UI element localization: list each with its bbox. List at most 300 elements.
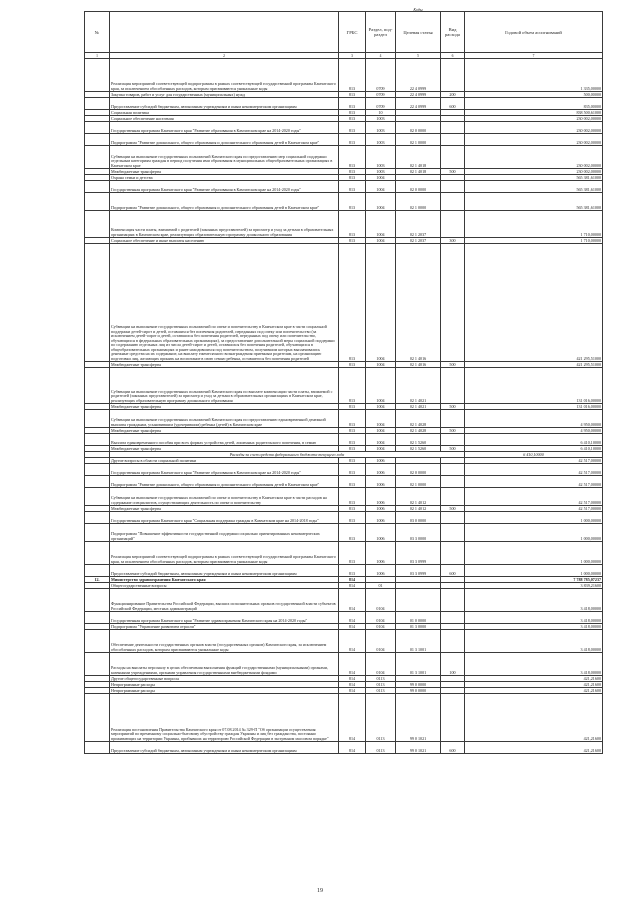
- column-number: 3: [339, 53, 366, 59]
- row-name: Государственная программа Камчатского края "Развитие образования в Камчатском крае на 2014-2020 годы": [110, 464, 339, 476]
- row-amount: 230 002,00000: [465, 116, 603, 122]
- row-expense-type: [441, 181, 465, 193]
- row-expense-type: 100: [441, 653, 465, 676]
- row-name: Межбюджетные трансферты: [110, 446, 339, 452]
- row-section-code: 1003: [366, 146, 396, 169]
- row-name: Государственная программа Камчатского края "Развитие образования в Камчатском крае на 2014-2020 годы": [110, 181, 339, 193]
- row-name: Министерство здравоохранения Камчатского края: [110, 577, 339, 583]
- row-target-article: 02 1 5260: [396, 446, 441, 452]
- row-target-article: 03 0 0000: [396, 512, 441, 524]
- row-name: Межбюджетные трансферты: [110, 362, 339, 368]
- table-row: [85, 368, 603, 404]
- row-expense-type: [441, 630, 465, 653]
- row-grbs-code: 813: [339, 362, 366, 368]
- row-amount: 3 418,00000: [465, 653, 603, 676]
- row-target-article: 02 1 4016: [396, 244, 441, 362]
- row-section-code: 10: [366, 110, 396, 116]
- row-name: Охрана семьи и детства: [110, 175, 339, 181]
- row-number: [85, 488, 110, 506]
- row-number: [85, 542, 110, 565]
- row-amount: 1 000,00000: [465, 512, 603, 524]
- row-name: Межбюджетные трансферты: [110, 506, 339, 512]
- row-target-article: 02 1 4021: [396, 404, 441, 410]
- row-name: Социальное обеспечение населения: [110, 116, 339, 122]
- row-number: [85, 434, 110, 446]
- row-expense-type: [441, 368, 465, 404]
- row-name: Предоставление субсидий бюджетным, автономным учреждениям и иным некоммерческим организациям: [110, 742, 339, 754]
- row-amount: 3 418,00000: [465, 630, 603, 653]
- row-grbs-code: 813: [339, 410, 366, 428]
- table-row: [85, 742, 603, 754]
- row-amount: 1 710,00000: [465, 211, 603, 238]
- row-grbs-code: 813: [339, 211, 366, 238]
- table-row: [85, 98, 603, 110]
- row-target-article: 02 1 0000: [396, 193, 441, 211]
- row-expense-type: [441, 589, 465, 612]
- row-section-code: 1004: [366, 193, 396, 211]
- row-name: Субвенции на выполнение государственных полномочий Камчатского края по предоставлению мер социальной поддержки отдельным категориям граждан в период получения ими образования в муниципальных общеобразовательных организациях в Камчатском крае: [110, 146, 339, 169]
- row-amount: 835,00000: [465, 98, 603, 110]
- row-expense-type: [441, 59, 465, 92]
- row-section-code: 1006: [366, 476, 396, 488]
- row-target-article: 02 1 0000: [396, 134, 441, 146]
- row-section-code: 1004: [366, 446, 396, 452]
- row-target-article: 99 0 1021: [396, 694, 441, 742]
- row-grbs-code: 813: [339, 434, 366, 446]
- table-row: [85, 694, 603, 742]
- row-grbs-code: 814: [339, 676, 366, 682]
- row-expense-type: 500: [441, 404, 465, 410]
- table-row: [85, 434, 603, 446]
- row-grbs-code: 813: [339, 404, 366, 410]
- row-target-article: 02 1 5260: [396, 434, 441, 446]
- row-target-article: 02 1 4028: [396, 410, 441, 428]
- row-target-article: 02 1 4018: [396, 169, 441, 175]
- row-target-article: 02 1 4016: [396, 362, 441, 368]
- row-name: Непрограммные расходы: [110, 682, 339, 688]
- column-number: 5: [396, 53, 441, 59]
- row-expense-type: [441, 146, 465, 169]
- row-grbs-code: 813: [339, 428, 366, 434]
- row-grbs-code: 813: [339, 193, 366, 211]
- column-header-razd: Раздел, под-раздел: [366, 12, 396, 53]
- row-target-article: 01 3 1001: [396, 630, 441, 653]
- row-expense-type: 600: [441, 565, 465, 577]
- row-number: [85, 653, 110, 676]
- row-name: Подпрограмма "Повышение эффективности государственной поддержки социально ориентированных некоммерческих организаций": [110, 524, 339, 542]
- row-grbs-code: 813: [339, 524, 366, 542]
- row-section-code: 0113: [366, 676, 396, 682]
- row-target-article: 01 3 1001: [396, 653, 441, 676]
- row-number: [85, 476, 110, 488]
- row-number: [85, 59, 110, 92]
- row-section-code: 0104: [366, 653, 396, 676]
- table-row: [85, 193, 603, 211]
- row-amount: 565 381,61000: [465, 193, 603, 211]
- row-name: Межбюджетные трансферты: [110, 169, 339, 175]
- row-target-article: 99 0 0000: [396, 682, 441, 688]
- table-row: [85, 410, 603, 428]
- row-target-article: 02 1 2037: [396, 238, 441, 244]
- column-number: 1: [85, 53, 110, 59]
- row-grbs-code: 813: [339, 565, 366, 577]
- row-section-code: 1004: [366, 428, 396, 434]
- row-target-article: 03 3 0999: [396, 565, 441, 577]
- table-row: [85, 512, 603, 524]
- table-row: [85, 653, 603, 676]
- row-name: Обеспечение деятельности государственных органов власти (государственных органов) Камчатского края, за исключением обособленных расходов, которым присваиваются уникальные коды: [110, 630, 339, 653]
- row-section-code: 1003: [366, 116, 396, 122]
- row-section-code: 1004: [366, 362, 396, 368]
- row-number: [85, 193, 110, 211]
- row-section-code: 1006: [366, 458, 396, 464]
- row-amount: 42 517,00000: [465, 488, 603, 506]
- column-header-no: №: [85, 12, 110, 53]
- row-target-article: 02 1 0000: [396, 476, 441, 488]
- row-name: Другие общегосударственные вопросы: [110, 676, 339, 682]
- row-name: Государственная программа Камчатского края "Социальная поддержка граждан в Камчатском крае на 2014-2018 годы": [110, 512, 339, 524]
- row-section-code: 1006: [366, 512, 396, 524]
- row-name: Социальная политика: [110, 110, 339, 116]
- table-row: [85, 542, 603, 565]
- row-name: Подпрограмма "Развитие дошкольного, общего образования и дополнительного образования детей в Камчатском крае": [110, 476, 339, 488]
- row-number: 12.: [85, 577, 110, 583]
- row-target-article: 03 3 0000: [396, 524, 441, 542]
- row-section-code: 1004: [366, 211, 396, 238]
- row-name: Реализация мероприятий соответствующей подпрограммы в рамках соответствующей государственной программы Камчатского края, за исключением обособленных расходов, которым присваиваются уникальные коды: [110, 59, 339, 92]
- row-target-article: 99 0 1021: [396, 742, 441, 754]
- row-name: Субвенции на выполнение государственных полномочий по опеке и попечительству в Камчатском крае в части социальной поддержки детей-сирот и детей, оставшихся без попечения родителей, переданных под опеку или попечительство (за исключением детей-сирот и детей, оставшихся без попечения родителей, переданных под опеку или попечительство, обучающихся в федеральных образовательных организациях), за предоставление дополнительной меры социальной поддержки по содержанию отдельных лиц из числа детей-сирот и детей, оставшихся без попечения родителей, обучающихся в общеобразовательных организациях и ранее находившихся под попечительством, получившим которых выплачивались денежные средства на их содержание, на выплату ежемесячного вознаграждения приемным родителям, на организацию подготовки лиц, желающих принять на воспитание в свою семью ребенка, оставшегося без попечения родителей: [110, 244, 339, 362]
- row-grbs-code: 814: [339, 612, 366, 624]
- column-number: 2: [110, 53, 339, 59]
- row-name: Расходы за счет средств федерального бюджета текущего года: [110, 452, 465, 458]
- row-expense-type: [441, 512, 465, 524]
- row-section-code: 1006: [366, 542, 396, 565]
- row-section-code: 0113: [366, 742, 396, 754]
- row-section-code: 1006: [366, 524, 396, 542]
- row-target-article: 02 1 4012: [396, 506, 441, 512]
- row-expense-type: [441, 488, 465, 506]
- row-target-article: 01 0 0000: [396, 612, 441, 624]
- row-amount: 230 002,00000: [465, 122, 603, 134]
- row-grbs-code: 813: [339, 92, 366, 98]
- row-amount: 6 410,10000: [465, 452, 603, 458]
- row-expense-type: 500: [441, 169, 465, 175]
- row-expense-type: 200: [441, 92, 465, 98]
- row-section-code: 01: [366, 583, 396, 589]
- row-grbs-code: 813: [339, 134, 366, 146]
- row-target-article: 01 3 0000: [396, 624, 441, 630]
- row-grbs-code: 813: [339, 169, 366, 175]
- row-amount: 42 517,00000: [465, 464, 603, 476]
- column-header-name: [110, 12, 339, 53]
- row-number: [85, 134, 110, 146]
- row-amount: 838 500,61000: [465, 110, 603, 116]
- row-amount: 421,21600: [465, 676, 603, 682]
- row-number: [85, 512, 110, 524]
- table-row: [85, 134, 603, 146]
- table-header-row: [85, 12, 603, 53]
- row-section-code: 1004: [366, 181, 396, 193]
- row-grbs-code: 813: [339, 146, 366, 169]
- row-grbs-code: 813: [339, 542, 366, 565]
- row-amount: 421,21600: [465, 682, 603, 688]
- row-amount: 421,21600: [465, 742, 603, 754]
- row-amount: 131 016,00000: [465, 404, 603, 410]
- row-expense-type: [441, 134, 465, 146]
- row-grbs-code: 813: [339, 244, 366, 362]
- row-number: [85, 146, 110, 169]
- row-section-code: 1004: [366, 175, 396, 181]
- row-section-code: 1004: [366, 404, 396, 410]
- row-grbs-code: 813: [339, 110, 366, 116]
- row-amount: 42 517,00000: [465, 476, 603, 488]
- row-grbs-code: 813: [339, 458, 366, 464]
- row-section-code: 0104: [366, 612, 396, 624]
- row-section-code: 0113: [366, 682, 396, 688]
- row-grbs-code: 813: [339, 59, 366, 92]
- row-name: Реализация постановления Правительства Камчатского края от 07.08.2014 № 329-П "Об организации осуществления мероприятий по временному социально-бытовому обустройству граждан Украины и лиц без гражданства, постоянно проживающих на территории Украины, прибывших на территорию Российской Федерации в экстренном массовом порядке": [110, 694, 339, 742]
- table-row: [85, 244, 603, 362]
- row-number: [85, 98, 110, 110]
- row-amount: 1 000,00000: [465, 565, 603, 577]
- row-amount: 3 839,21600: [465, 583, 603, 589]
- row-section-code: 1004: [366, 238, 396, 244]
- row-name: Предоставление субсидий бюджетным, автономным учреждениям и иным некоммерческим организациям: [110, 98, 339, 110]
- row-grbs-code: 813: [339, 368, 366, 404]
- row-number: [85, 244, 110, 362]
- row-grbs-code: 814: [339, 589, 366, 612]
- row-expense-type: [441, 524, 465, 542]
- row-amount: 3 418,00000: [465, 612, 603, 624]
- row-expense-type: [441, 464, 465, 476]
- table-row: [85, 488, 603, 506]
- column-number: 7: [465, 53, 603, 59]
- row-grbs-code: 813: [339, 98, 366, 110]
- row-section-code: 1006: [366, 488, 396, 506]
- row-name: Закупка товаров, работ и услуг для государственных (муниципальных) нужд: [110, 92, 339, 98]
- column-header-cs: Целевая статья: [396, 12, 441, 53]
- row-target-article: 22 4 0999: [396, 59, 441, 92]
- row-section-code: 0113: [366, 694, 396, 742]
- row-section-code: 1004: [366, 434, 396, 446]
- row-target-article: 02 1 4012: [396, 488, 441, 506]
- row-amount: 131 016,00000: [465, 368, 603, 404]
- table-row: [85, 146, 603, 169]
- row-amount: 421,21600: [465, 694, 603, 742]
- row-section-code: 1006: [366, 565, 396, 577]
- row-amount: 421,21600: [465, 688, 603, 694]
- row-target-article: 03 3 0999: [396, 542, 441, 565]
- row-name: Выплата единовременного пособия при всех формах устройства детей, лишенных родительского попечения, в семью: [110, 434, 339, 446]
- row-target-article: [396, 589, 441, 612]
- row-section-code: 1006: [366, 464, 396, 476]
- row-expense-type: [441, 612, 465, 624]
- row-expense-type: [441, 410, 465, 428]
- row-grbs-code: 814: [339, 742, 366, 754]
- row-section-code: 0104: [366, 630, 396, 653]
- row-target-article: 02 1 4018: [396, 146, 441, 169]
- row-amount: 4 950,00000: [465, 428, 603, 434]
- row-amount: 421 295,51000: [465, 362, 603, 368]
- row-number: [85, 122, 110, 134]
- row-number: [85, 630, 110, 653]
- row-target-article: 02 1 2037: [396, 211, 441, 238]
- row-amount: 230 002,00000: [465, 146, 603, 169]
- row-number: [85, 410, 110, 428]
- row-grbs-code: 813: [339, 512, 366, 524]
- codes-caption: Коды: [413, 7, 423, 12]
- table-row: [85, 589, 603, 612]
- row-grbs-code: 813: [339, 122, 366, 134]
- row-grbs-code: 813: [339, 488, 366, 506]
- row-name: Субвенции на выполнение государственных полномочий Камчатского края по выплате компенсации части платы, взимаемой с родителей (законных представителей) за присмотр и уход за детьми в образовательных организациях в Камчатском крае, реализующих образовательную программу дошкольного образования: [110, 368, 339, 404]
- row-name: Компенсация части платы, взимаемой с родителей (законных представителей) за присмотр и уход за детьми в образовательных организациях в Камчатском крае, реализующих образовательную программу дошкольного образования: [110, 211, 339, 238]
- row-grbs-code: 813: [339, 181, 366, 193]
- row-grbs-code: 813: [339, 116, 366, 122]
- row-name: Общегосударственные вопросы: [110, 583, 339, 589]
- row-expense-type: [441, 122, 465, 134]
- row-number: [85, 524, 110, 542]
- row-expense-type: [441, 434, 465, 446]
- row-name: Предоставление субсидий бюджетным, автономным учреждениям и иным некоммерческим организациям: [110, 565, 339, 577]
- row-section-code: 0113: [366, 688, 396, 694]
- page-number: 19: [317, 888, 323, 894]
- row-target-article: 22 4 0999: [396, 92, 441, 98]
- row-amount: 1 335,00000: [465, 59, 603, 92]
- row-name: Межбюджетные трансферты: [110, 428, 339, 434]
- row-grbs-code: 813: [339, 476, 366, 488]
- row-grbs-code: 814: [339, 630, 366, 653]
- row-target-article: 02 0 0000: [396, 464, 441, 476]
- row-expense-type: [441, 542, 465, 565]
- row-name: Государственная программа Камчатского края "Развитие образования в Камчатском крае на 2014-2020 годы": [110, 122, 339, 134]
- row-name: Расходы на выплаты персоналу в целях обеспечения выполнения функций государственными (муниципальными) органами, казенными учреждениями, органами управления государственными внебюджетными фондами: [110, 653, 339, 676]
- row-name: Государственная программа Камчатского края "Развитие здравоохранения Камчатского края на 2014-2020 годы": [110, 612, 339, 624]
- row-grbs-code: 813: [339, 175, 366, 181]
- budget-table: [84, 11, 603, 754]
- table-body: [85, 59, 603, 754]
- row-target-article: 02 1 4028: [396, 428, 441, 434]
- row-section-code: 1004: [366, 368, 396, 404]
- column-header-vr: Вид расхода: [441, 12, 465, 53]
- row-amount: 6 410,10000: [465, 434, 603, 446]
- table-row: [85, 59, 603, 92]
- table-row: [85, 122, 603, 134]
- row-number: [85, 612, 110, 624]
- row-section-code: 1004: [366, 410, 396, 428]
- table-row: [85, 476, 603, 488]
- row-name: Социальное обеспечение и иные выплаты населению: [110, 238, 339, 244]
- table-row: [85, 565, 603, 577]
- row-grbs-code: 814: [339, 682, 366, 688]
- row-expense-type: [441, 694, 465, 742]
- table-row: [85, 630, 603, 653]
- row-number: [85, 694, 110, 742]
- row-expense-type: [441, 244, 465, 362]
- row-section-code: 0104: [366, 589, 396, 612]
- row-amount: 230 002,00000: [465, 169, 603, 175]
- row-grbs-code: 813: [339, 506, 366, 512]
- row-amount: 6 410,10000: [465, 446, 603, 452]
- row-target-article: 99 0 0000: [396, 688, 441, 694]
- table-row: [85, 211, 603, 238]
- row-amount: 565 381,61000: [465, 181, 603, 193]
- row-section-code: 1003: [366, 134, 396, 146]
- column-header-sum: Годовой объем ассигнований: [465, 12, 603, 53]
- row-name: Подпрограмма "Развитие дошкольного, общего образования и дополнительного образования детей в Камчатском крае": [110, 193, 339, 211]
- row-grbs-code: 814: [339, 653, 366, 676]
- row-amount: 421 295,51000: [465, 244, 603, 362]
- row-amount: 42 517,00000: [465, 458, 603, 464]
- row-expense-type: 300: [441, 238, 465, 244]
- row-name: Субвенции на выполнение государственных полномочий по опеке и попечительству в Камчатском крае в части расходов на содержание специалистов, осуществляющих деятельность по опеке и попечительству: [110, 488, 339, 506]
- row-target-article: 22 4 0999: [396, 98, 441, 110]
- row-section-code: 0104: [366, 624, 396, 630]
- row-expense-type: 600: [441, 742, 465, 754]
- row-section-code: 0709: [366, 59, 396, 92]
- column-number: 4: [366, 53, 396, 59]
- row-grbs-code: 813: [339, 238, 366, 244]
- row-expense-type: [441, 211, 465, 238]
- row-expense-type: 600: [441, 98, 465, 110]
- row-expense-type: 500: [441, 446, 465, 452]
- row-amount: 1 000,00000: [465, 542, 603, 565]
- row-number: [85, 742, 110, 754]
- row-grbs-code: 814: [339, 694, 366, 742]
- row-amount: 42 517,00000: [465, 506, 603, 512]
- row-grbs-code: 814: [339, 583, 366, 589]
- row-grbs-code: 814: [339, 577, 366, 583]
- row-grbs-code: 813: [339, 446, 366, 452]
- row-amount: 4 950,00000: [465, 410, 603, 428]
- row-name: Реализация мероприятий соответствующей подпрограммы в рамках соответствующей государственной программы Камчатского края, за исключением обособленных расходов, которым присваиваются уникальные коды: [110, 542, 339, 565]
- row-section-code: 1003: [366, 122, 396, 134]
- row-target-article: 02 0 0000: [396, 181, 441, 193]
- row-grbs-code: 814: [339, 688, 366, 694]
- row-number: [85, 211, 110, 238]
- row-expense-type: [441, 476, 465, 488]
- row-name: Непрограммные расходы: [110, 688, 339, 694]
- row-expense-type: 500: [441, 362, 465, 368]
- table-row: [85, 612, 603, 624]
- table-row: [85, 464, 603, 476]
- row-number: [85, 181, 110, 193]
- row-expense-type: 500: [441, 428, 465, 434]
- row-amount: 3 418,00000: [465, 589, 603, 612]
- row-name: Подпрограмма "Развитие дошкольного, общего образования и дополнительного образования детей в Камчатском крае": [110, 134, 339, 146]
- table-row: [85, 181, 603, 193]
- row-number: [85, 464, 110, 476]
- row-section-code: 1006: [366, 506, 396, 512]
- row-name: Функционирование Правительства Российской Федерации, высших исполнительных органов государственной власти субъектов Российской Федерации, местных администраций: [110, 589, 339, 612]
- row-expense-type: [441, 193, 465, 211]
- row-name: Субвенции на выполнение государственных полномочий Камчатского края по предоставлению единовременной денежной выплаты гражданам, усыновившим (удочерившим) ребенка (детей) в Камчатском крае: [110, 410, 339, 428]
- column-number: 6: [441, 53, 465, 59]
- row-expense-type: 500: [441, 506, 465, 512]
- row-amount: 7 788 785,07237: [465, 577, 603, 583]
- row-amount: 500,00000: [465, 92, 603, 98]
- column-header-grbs: ГРБС: [339, 12, 366, 53]
- row-section-code: 1003: [366, 169, 396, 175]
- row-amount: 565 381,61000: [465, 175, 603, 181]
- row-grbs-code: 814: [339, 624, 366, 630]
- row-section-code: 0709: [366, 92, 396, 98]
- row-name: Подпрограмма "Управление развитием отрасли": [110, 624, 339, 630]
- row-target-article: 02 1 4021: [396, 368, 441, 404]
- row-grbs-code: 813: [339, 464, 366, 476]
- row-number: [85, 589, 110, 612]
